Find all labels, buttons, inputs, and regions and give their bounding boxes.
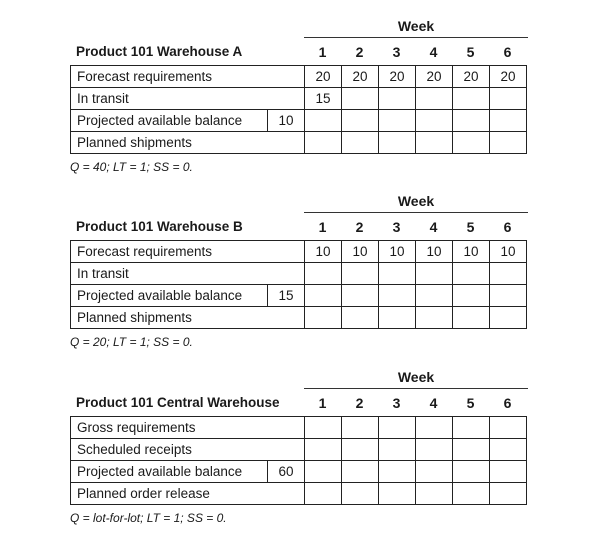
table-row	[71, 307, 527, 329]
week-number: 5	[466, 219, 475, 235]
week-rule	[304, 388, 528, 389]
cell	[453, 439, 490, 461]
parameters-note: Q = 40; LT = 1; SS = 0.	[70, 160, 193, 174]
cell	[379, 88, 416, 110]
row-label: Planned order release	[71, 483, 305, 505]
cell: 20	[490, 66, 527, 88]
cell	[342, 263, 379, 285]
table-row	[71, 483, 527, 505]
initial-balance: 15	[268, 285, 305, 307]
cell	[379, 132, 416, 154]
cell	[416, 285, 453, 307]
row-label: Planned shipments	[71, 132, 305, 154]
week-number: 1	[318, 395, 327, 411]
row-label: Forecast requirements	[71, 66, 305, 88]
table-row	[71, 132, 527, 154]
cell	[305, 439, 342, 461]
table-row	[71, 241, 527, 263]
table-title: Product 101 Warehouse A	[76, 44, 243, 59]
cell	[490, 263, 527, 285]
table-row	[71, 88, 527, 110]
row-label: In transit	[71, 263, 305, 285]
week-number: 5	[466, 44, 475, 60]
cell	[342, 285, 379, 307]
week-number: 4	[429, 395, 438, 411]
cell	[305, 461, 342, 483]
cell	[490, 483, 527, 505]
table-warehouse-b	[0, 175, 611, 350]
row-label: Gross requirements	[71, 417, 305, 439]
cell	[416, 110, 453, 132]
cell	[416, 307, 453, 329]
week-number: 2	[355, 44, 364, 60]
cell	[416, 88, 453, 110]
cell: 15	[305, 88, 342, 110]
cell	[416, 263, 453, 285]
table-row	[71, 66, 527, 88]
cell	[416, 439, 453, 461]
mrp-grid	[70, 240, 527, 329]
cell	[490, 88, 527, 110]
parameters-note: Q = lot-for-lot; LT = 1; SS = 0.	[70, 511, 227, 525]
cell	[453, 110, 490, 132]
cell	[379, 263, 416, 285]
week-number: 1	[318, 44, 327, 60]
table-row	[71, 417, 527, 439]
cell	[379, 461, 416, 483]
cell	[342, 483, 379, 505]
cell	[305, 285, 342, 307]
cell	[453, 88, 490, 110]
row-label: Projected available balance	[71, 285, 268, 307]
parameters-note: Q = 20; LT = 1; SS = 0.	[70, 335, 193, 349]
row-label: Projected available balance	[71, 461, 268, 483]
mrp-grid	[70, 416, 527, 505]
cell	[490, 110, 527, 132]
table-title: Product 101 Central Warehouse	[76, 395, 280, 410]
cell	[379, 307, 416, 329]
cell	[305, 417, 342, 439]
cell	[379, 483, 416, 505]
week-number: 4	[429, 44, 438, 60]
cell: 20	[379, 66, 416, 88]
week-number: 6	[503, 395, 512, 411]
week-rule	[304, 37, 528, 38]
week-rule	[304, 212, 528, 213]
week-number: 3	[392, 219, 401, 235]
cell	[453, 417, 490, 439]
table-central-warehouse	[0, 351, 611, 526]
cell	[305, 307, 342, 329]
cell	[305, 132, 342, 154]
week-number: 3	[392, 395, 401, 411]
cell: 10	[379, 241, 416, 263]
cell	[453, 132, 490, 154]
week-number: 6	[503, 219, 512, 235]
cell	[342, 439, 379, 461]
cell	[453, 483, 490, 505]
cell	[379, 417, 416, 439]
cell	[490, 439, 527, 461]
week-header: Week	[397, 18, 435, 34]
cell	[379, 439, 416, 461]
week-header: Week	[397, 193, 435, 209]
cell	[342, 307, 379, 329]
cell	[453, 307, 490, 329]
cell: 20	[305, 66, 342, 88]
cell	[453, 461, 490, 483]
cell	[305, 110, 342, 132]
cell: 10	[342, 241, 379, 263]
week-number: 5	[466, 395, 475, 411]
row-label: Scheduled receipts	[71, 439, 305, 461]
table-title: Product 101 Warehouse B	[76, 219, 243, 234]
cell	[490, 307, 527, 329]
cell	[490, 132, 527, 154]
initial-balance: 60	[268, 461, 305, 483]
cell	[342, 417, 379, 439]
cell	[305, 483, 342, 505]
table-row	[71, 439, 527, 461]
cell: 20	[453, 66, 490, 88]
cell: 20	[416, 66, 453, 88]
cell: 10	[490, 241, 527, 263]
cell: 10	[305, 241, 342, 263]
row-label: Forecast requirements	[71, 241, 305, 263]
week-header: Week	[397, 369, 435, 385]
cell	[416, 417, 453, 439]
cell	[379, 285, 416, 307]
table-row	[71, 285, 527, 307]
cell	[416, 461, 453, 483]
week-number: 4	[429, 219, 438, 235]
table-row	[71, 263, 527, 285]
row-label: Projected available balance	[71, 110, 268, 132]
cell	[453, 263, 490, 285]
cell	[305, 263, 342, 285]
table-row	[71, 461, 527, 483]
table-row	[71, 110, 527, 132]
cell: 10	[416, 241, 453, 263]
cell	[453, 285, 490, 307]
cell: 10	[453, 241, 490, 263]
mrp-grid	[70, 65, 527, 154]
cell	[490, 461, 527, 483]
row-label: In transit	[71, 88, 305, 110]
cell	[490, 285, 527, 307]
row-label: Planned shipments	[71, 307, 305, 329]
cell	[342, 461, 379, 483]
cell: 20	[342, 66, 379, 88]
cell	[416, 483, 453, 505]
week-number: 1	[318, 219, 327, 235]
week-number: 3	[392, 44, 401, 60]
cell	[379, 110, 416, 132]
initial-balance: 10	[268, 110, 305, 132]
cell	[342, 110, 379, 132]
week-number: 2	[355, 219, 364, 235]
table-warehouse-a	[0, 0, 611, 175]
week-number: 6	[503, 44, 512, 60]
cell	[342, 132, 379, 154]
cell	[490, 417, 527, 439]
week-number: 2	[355, 395, 364, 411]
cell	[342, 88, 379, 110]
cell	[416, 132, 453, 154]
